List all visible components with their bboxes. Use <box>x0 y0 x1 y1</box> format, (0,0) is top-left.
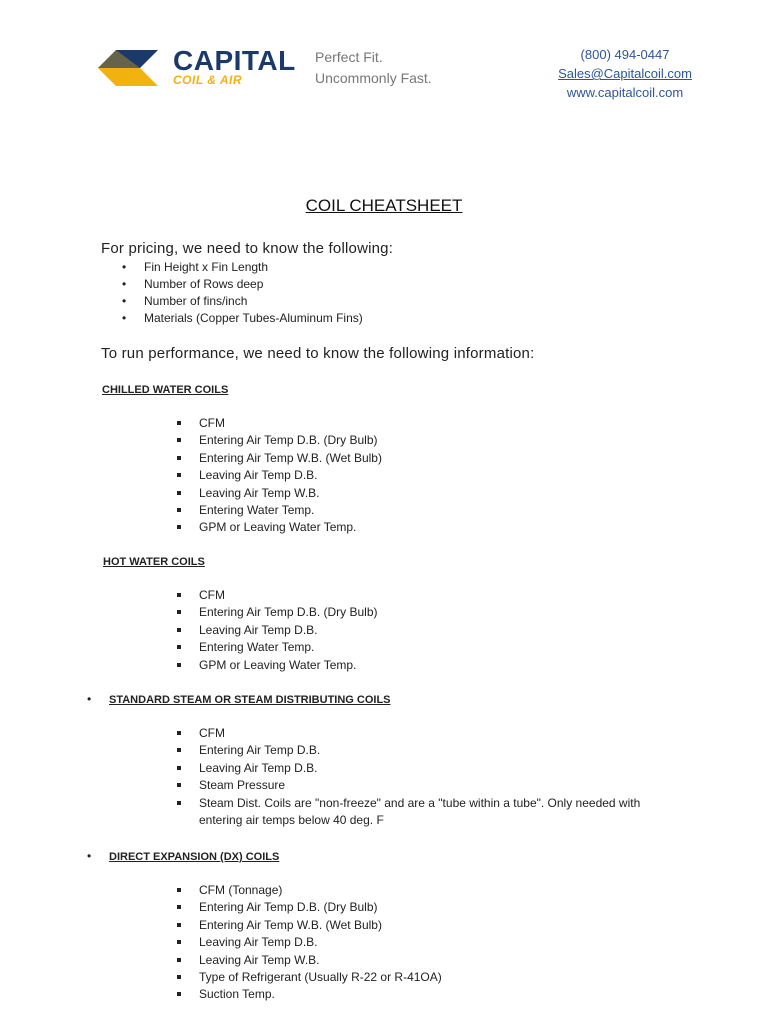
section-bullet: • <box>87 849 92 863</box>
company-logo-mark <box>98 50 168 86</box>
list-item: Leaving Air Temp D.B. <box>174 622 378 639</box>
list-item: GPM or Leaving Water Temp. <box>174 519 382 536</box>
list-item: Entering Air Temp D.B. (Dry Bulb) <box>174 432 382 449</box>
list-item: Entering Air Temp W.B. (Wet Bulb) <box>174 450 382 467</box>
pricing-intro: For pricing, we need to know the following: <box>101 240 394 257</box>
steam-coils-heading: STANDARD STEAM OR STEAM DISTRIBUTING COILS <box>109 694 391 706</box>
section-bullet: • <box>87 692 92 706</box>
list-item: Leaving Air Temp W.B. <box>174 485 382 502</box>
pricing-list <box>122 259 363 327</box>
list-item: Leaving Air Temp W.B. <box>174 952 442 969</box>
tagline <box>315 47 432 89</box>
chilled-water-list <box>174 415 382 537</box>
dx-coils-heading: DIRECT EXPANSION (DX) COILS <box>109 851 280 863</box>
list-item: Suction Temp. <box>174 986 442 1003</box>
phone-number: (800) 494-0447 <box>580 47 670 62</box>
list-item: Steam Pressure <box>174 777 659 794</box>
list-item: Entering Water Temp. <box>174 639 378 656</box>
list-item: Entering Air Temp D.B. (Dry Bulb) <box>174 899 442 916</box>
list-item: CFM <box>174 725 659 742</box>
list-item: Entering Air Temp W.B. (Wet Bulb) <box>174 917 442 934</box>
contact-block <box>540 45 710 102</box>
list-item: • Number of fins/inch <box>122 293 363 310</box>
list-item: CFM (Tonnage) <box>174 882 442 899</box>
website-link[interactable]: www.capitalcoil.com <box>566 85 684 100</box>
hot-water-heading: HOT WATER COILS <box>103 556 205 568</box>
page-title: COIL CHEATSHEET <box>305 196 463 215</box>
performance-intro: To run performance, we need to know the following information: <box>101 345 535 362</box>
tagline-line-1: Perfect Fit. <box>315 49 383 65</box>
list-item: GPM or Leaving Water Temp. <box>174 657 378 674</box>
chilled-water-heading: CHILLED WATER COILS <box>102 384 229 396</box>
list-item: Steam Dist. Coils are "non-freeze" and are a "tube within a tube". Only needed with entering air temps below 40 deg. F <box>174 795 659 830</box>
list-item: • Number of Rows deep <box>122 276 363 293</box>
email-link[interactable]: Sales@Capitalcoil.com <box>558 66 692 81</box>
list-item: • Materials (Copper Tubes-Aluminum Fins) <box>122 310 363 327</box>
hot-water-list <box>174 587 378 674</box>
dx-coils-list <box>174 882 442 1004</box>
list-item: Leaving Air Temp D.B. <box>174 467 382 484</box>
list-item: Entering Air Temp D.B. (Dry Bulb) <box>174 604 378 621</box>
logo-wordmark: CAPITAL <box>173 45 296 76</box>
steam-coils-list <box>174 725 659 829</box>
list-item: CFM <box>174 415 382 432</box>
list-item: Entering Air Temp D.B. <box>174 742 659 759</box>
list-item: Entering Water Temp. <box>174 502 382 519</box>
list-item: Leaving Air Temp D.B. <box>174 760 659 777</box>
tagline-line-2: Uncommonly Fast. <box>315 70 432 86</box>
list-item: Leaving Air Temp D.B. <box>174 934 442 951</box>
logo-subtitle: COIL & AIR <box>173 73 243 87</box>
list-item: Type of Refrigerant (Usually R-22 or R-41OA) <box>174 969 442 986</box>
list-item: • Fin Height x Fin Length <box>122 259 363 276</box>
list-item: CFM <box>174 587 378 604</box>
